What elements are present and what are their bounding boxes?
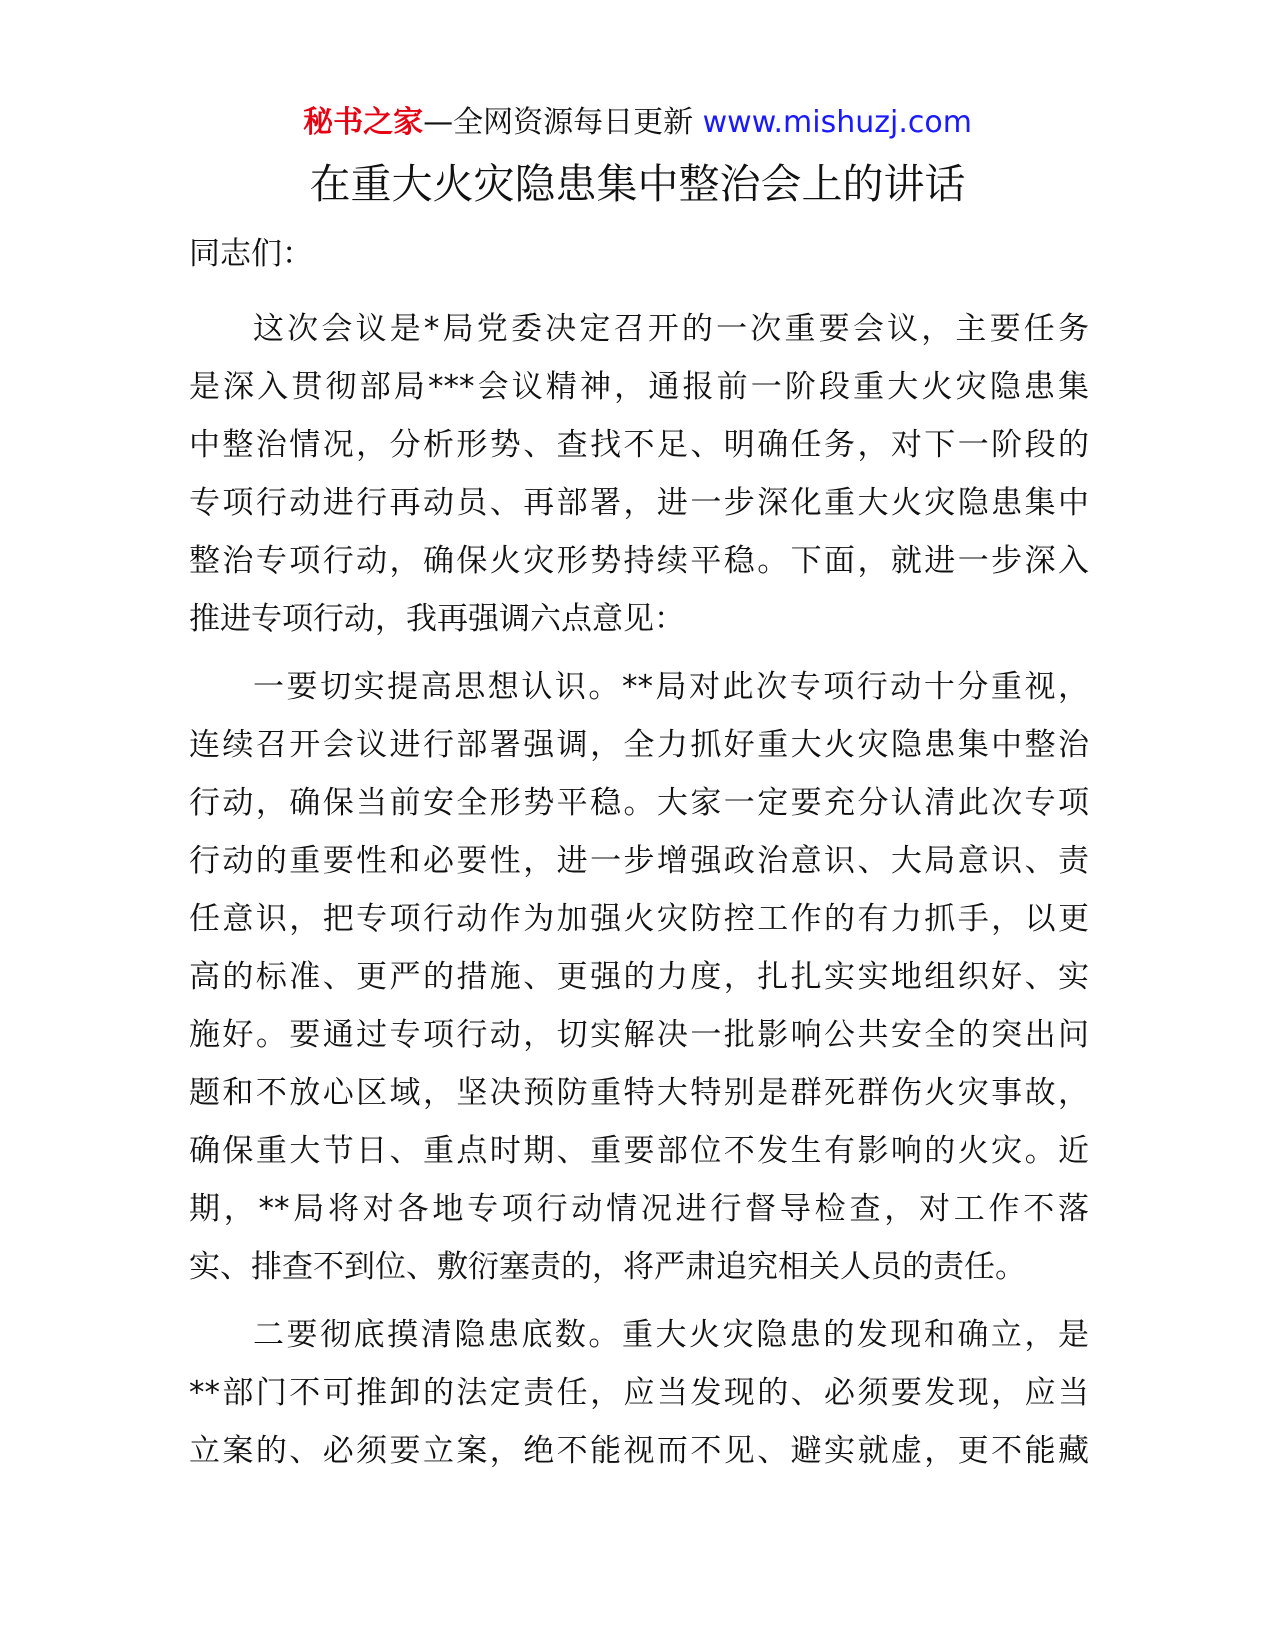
paragraph <box>189 658 1089 1296</box>
paragraph-line: 实、排查不到位、敷衍塞责的，将严肃追究相关人员的责任。 <box>189 1249 1026 1285</box>
paragraph-line: 期，**局将对各地专项行动情况进行督导检查，对工作不落 <box>189 1191 1089 1227</box>
paragraph <box>189 1306 1089 1480</box>
paragraph-line: 高的标准、更严的措施、更强的力度，扎扎实实地组织好、实 <box>189 959 1089 995</box>
paragraph-line: **部门不可推卸的法定责任，应当发现的、必须要发现，应当 <box>189 1375 1089 1411</box>
paragraph-line: 二要彻底摸清隐患底数。重大火灾隐患的发现和确立，是 <box>253 1317 1089 1353</box>
paragraph-line: 推进专项行动，我再强调六点意见： <box>189 601 685 637</box>
paragraph-line: 行动，确保当前安全形势平稳。大家一定要充分认清此次专项 <box>189 785 1089 821</box>
document-title: 在重大火灾隐患集中整治会上的讲话 <box>309 160 966 208</box>
paragraph-line: 是深入贯彻部局***会议精神，通报前一阶段重大火灾隐患集 <box>189 369 1089 405</box>
paragraph-line: 中整治情况，分析形势、查找不足、明确任务，对下一阶段的 <box>189 427 1089 463</box>
paragraph-line: 任意识，把专项行动作为加强火灾防控工作的有力抓手，以更 <box>189 901 1089 937</box>
paragraph-line: 专项行动进行再动员、再部署，进一步深化重大火灾隐患集中 <box>189 485 1089 521</box>
paragraph-line: 一要切实提高思想认识。**局对此次专项行动十分重视， <box>253 669 1089 705</box>
site-slogan: —全网资源每日更新 <box>423 105 694 140</box>
paragraph-line: 题和不放心区域，坚决预防重特大特别是群死群伤火灾事故， <box>189 1075 1089 1111</box>
paragraph-line: 立案的、必须要立案，绝不能视而不见、避实就虚，更不能藏 <box>189 1433 1089 1469</box>
paragraph-line: 连续召开会议进行部署强调，全力抓好重大火灾隐患集中整治 <box>189 727 1089 763</box>
paragraph-line: 施好。要通过专项行动，切实解决一批影响公共安全的突出问 <box>189 1017 1089 1053</box>
paragraph-line: 这次会议是*局党委决定召开的一次重要会议，主要任务 <box>253 311 1089 347</box>
paragraph-line: 整治专项行动，确保火灾形势持续平稳。下面，就进一步深入 <box>189 543 1089 579</box>
site-brand: 秘书之家 <box>303 105 424 140</box>
salutation: 同志们： <box>189 236 313 272</box>
site-header <box>0 103 1275 143</box>
document-body <box>189 300 1089 1490</box>
paragraph <box>189 300 1089 648</box>
site-url-link[interactable]: www.mishuzj.com <box>702 105 972 140</box>
paragraph-line: 行动的重要性和必要性，进一步增强政治意识、大局意识、责 <box>189 843 1089 879</box>
paragraph-line: 确保重大节日、重点时期、重要部位不发生有影响的火灾。近 <box>189 1133 1089 1169</box>
